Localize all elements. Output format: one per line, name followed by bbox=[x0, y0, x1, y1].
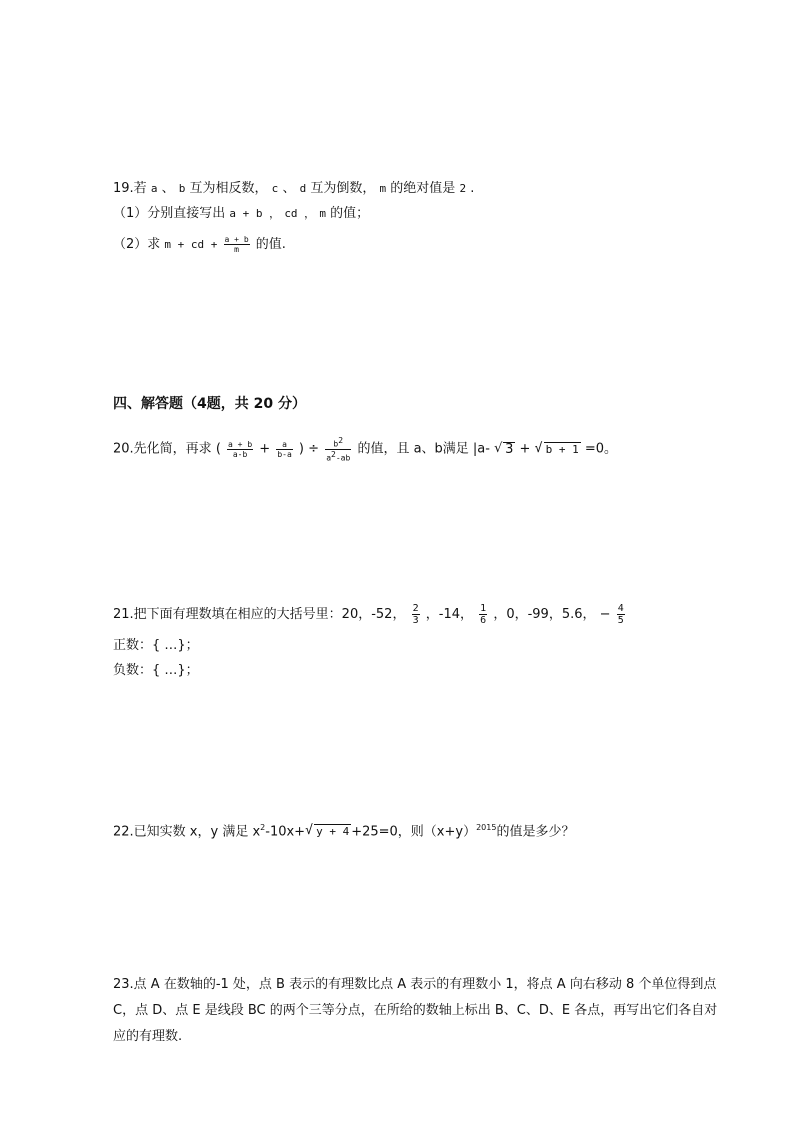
negative-sign: − bbox=[599, 607, 611, 622]
q19-expr1: a + b ， bbox=[229, 207, 281, 220]
var-m: m bbox=[379, 182, 387, 195]
fraction-3-numerator bbox=[325, 436, 351, 450]
q21-line bbox=[113, 603, 627, 626]
q19-part2-tail: 的值. bbox=[255, 237, 286, 252]
fraction-3-num-exp: 2 bbox=[338, 436, 344, 445]
fraction-3-den-base: a bbox=[326, 453, 332, 463]
q19-sep1: 、 bbox=[161, 181, 175, 196]
sqrt-y-plus-4 bbox=[305, 823, 351, 841]
q19-part1-prefix: （1）分别直接写出 bbox=[113, 206, 226, 221]
fraction-numerator: 4 bbox=[617, 603, 624, 614]
fraction-numerator: 1 bbox=[480, 603, 487, 614]
q20-mid: 的值，且 a、b满足 |a- bbox=[357, 441, 490, 457]
q20-lparen: ( bbox=[215, 441, 221, 457]
q21-positive-set: 正数：{ …}； bbox=[113, 638, 199, 653]
fraction-3-num-base: b bbox=[333, 439, 339, 449]
q19-tail: 的绝对值是 bbox=[390, 181, 456, 196]
fraction-numerator: a + b bbox=[224, 235, 249, 244]
q19-expr2: cd ， bbox=[284, 207, 316, 220]
q20-prefix: 20.先化简，再求 bbox=[113, 441, 212, 457]
var-c: c bbox=[271, 182, 279, 195]
q20-tail: =0。 bbox=[584, 441, 618, 457]
q19-part2-expr: m + cd + bbox=[164, 238, 218, 251]
fraction-4-5 bbox=[617, 603, 625, 626]
q22-mid2: +25=0，则（x+y） bbox=[351, 824, 477, 840]
fraction-2-3 bbox=[412, 603, 420, 626]
q23-paragraph: 23.点 A 在数轴的-1 处，点 B 表示的有理数比点 A 表示的有理数小 1，将点 A 向右移动 8 个单位得到点 C，点 D、点 E 是线段 BC 的两个三等分点，在所给的数轴上标出 B、C、D、E 各点，再写出它们各自对应的有理数. bbox=[113, 977, 718, 1044]
fraction-numerator: 2 bbox=[412, 603, 419, 614]
q20-div: ÷ bbox=[308, 441, 320, 457]
fraction-3-denominator bbox=[325, 450, 351, 463]
q22-exp-2: 2 bbox=[260, 823, 266, 832]
sqrt-b-plus-1 bbox=[535, 441, 581, 459]
q19-line2 bbox=[113, 205, 369, 223]
q19-end: . bbox=[470, 181, 475, 196]
q21-prefix: 21.把下面有理数填在相应的大括号里：20，-52， bbox=[113, 607, 406, 622]
q21-mid2: ，0，-99，5.6， bbox=[493, 607, 596, 622]
fraction-a-plus-b-over-m bbox=[224, 235, 250, 254]
q19-prefix: 19.若 bbox=[113, 181, 147, 196]
fraction-1-denominator: a-b bbox=[232, 449, 248, 459]
q21-negative-set: 负数：{ …}； bbox=[113, 663, 199, 678]
sqrt-3 bbox=[494, 441, 515, 459]
fraction-3 bbox=[325, 436, 351, 462]
fraction-denominator: m bbox=[234, 245, 239, 254]
fraction-3-den-exp: 2 bbox=[331, 449, 336, 459]
q22-prefix: 22.已知实数 x，y 满足 x bbox=[113, 824, 261, 840]
fraction-2-denominator: b-a bbox=[277, 449, 292, 459]
q19-mid2: 互为倒数， bbox=[310, 181, 376, 196]
fraction-denominator: 5 bbox=[617, 615, 624, 626]
q19-part2-prefix: （2）求 bbox=[113, 237, 161, 252]
sqrt-3-radicand: 3 bbox=[505, 441, 514, 457]
fraction-2-numerator: a bbox=[276, 440, 292, 450]
fraction-denominator: 6 bbox=[480, 615, 487, 626]
fraction-1 bbox=[227, 440, 253, 459]
q20-plus2: + bbox=[519, 441, 531, 457]
fraction-1-numerator: a + b bbox=[228, 439, 253, 449]
var-b: b bbox=[178, 182, 186, 195]
q19-val: 2 bbox=[459, 182, 467, 195]
sqrt-b-plus-1-radicand: b + 1 bbox=[545, 442, 579, 456]
var-d: d bbox=[299, 182, 307, 195]
q20-rparen: ) bbox=[298, 441, 304, 457]
q20-plus: + bbox=[259, 441, 271, 457]
q22-tail: 的值是多少？ bbox=[496, 824, 575, 840]
q22-line bbox=[113, 819, 574, 841]
q19-mid1: 互为相反数， bbox=[189, 181, 268, 196]
q19-part1-tail: 的值； bbox=[330, 206, 370, 221]
q22-mid1: -10x+ bbox=[265, 824, 306, 840]
q19-line3 bbox=[113, 235, 286, 254]
q21-mid1: ，-14， bbox=[425, 607, 473, 622]
fraction-2 bbox=[276, 440, 292, 459]
section-4-title: 四、解答题（4题，共 20 分） bbox=[113, 396, 306, 412]
sqrt-y-plus-4-radicand: y + 4 bbox=[316, 825, 350, 839]
q20-line bbox=[113, 436, 617, 462]
q19-line1 bbox=[113, 180, 474, 198]
var-a: a bbox=[150, 182, 158, 195]
fraction-denominator: 3 bbox=[412, 615, 419, 626]
q19-sep2: 、 bbox=[282, 181, 296, 196]
fraction-3-den-tail: -ab bbox=[335, 453, 351, 463]
q19-expr3: m bbox=[319, 207, 326, 220]
fraction-1-6 bbox=[479, 603, 487, 626]
q22-exp-2015: 2015 bbox=[476, 823, 497, 832]
